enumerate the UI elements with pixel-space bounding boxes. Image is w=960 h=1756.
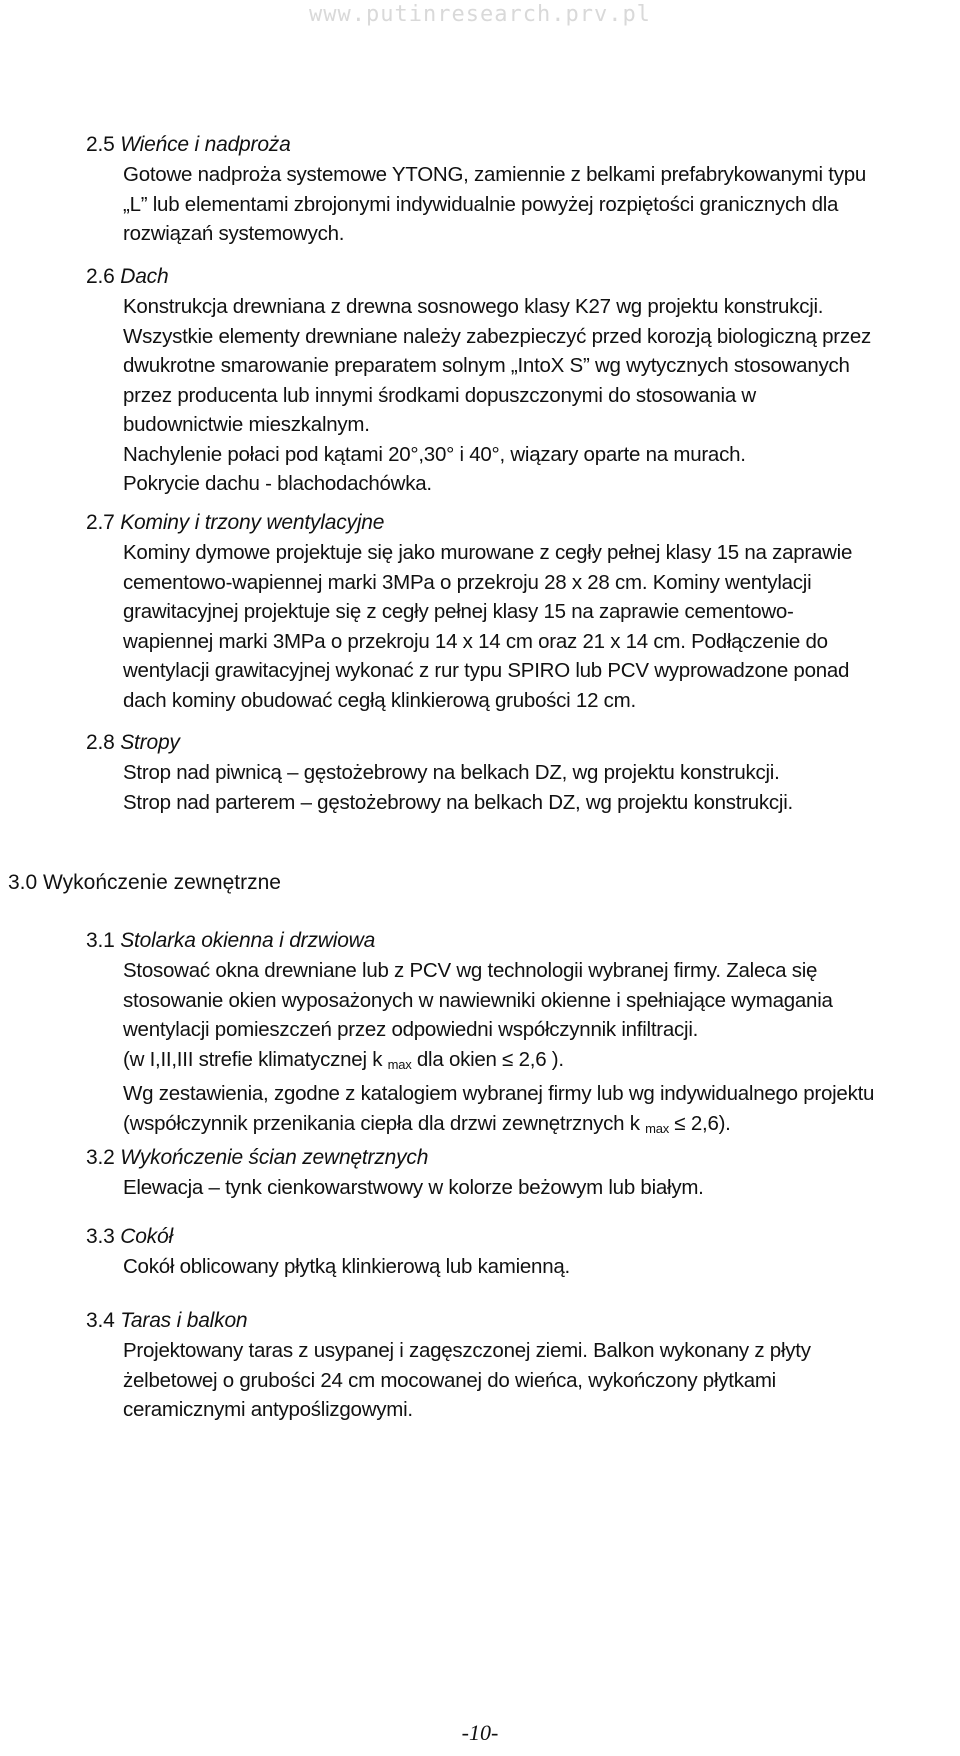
paragraph-line: ceramicznymi antypoślizgowymi. — [123, 1398, 413, 1421]
paragraph-line: Stosować okna drewniane lub z PCV wg technologii wybranej firmy. Zaleca się — [123, 959, 818, 982]
paragraph-line: Wszystkie elementy drewniane należy zabezpieczyć przed korozją biologiczną przez — [123, 324, 871, 348]
section-2-8 — [86, 728, 946, 817]
section-3-4 — [86, 1306, 946, 1425]
section-heading: 2.6 Dach — [86, 265, 169, 288]
paragraph-line: wapiennej marki 3MPa o przekroju 14 x 14 cm oraz 21 x 14 cm. Podłączenie do — [123, 629, 828, 653]
section-heading: 3.1 Stolarka okienna i drzwiowa — [86, 929, 376, 952]
section-2-5 — [86, 130, 946, 249]
page-number: -10- — [461, 1720, 499, 1745]
section-2-6 — [86, 262, 946, 499]
paragraph-line: Gotowe nadproża systemowe YTONG, zamiennie z belkami prefabrykowanymi typu — [123, 163, 866, 186]
paragraph-line: Pokrycie dachu - blachodachówka. — [123, 472, 432, 495]
chapter-3-0 — [8, 868, 868, 898]
paragraph-line: dach kominy obudować cegłą klinkierową grubości 12 cm. — [123, 688, 636, 712]
paragraph-line: stosowanie okien wyposażonych w nawiewniki okienne i spełniające wymagania — [123, 988, 833, 1012]
section-3-2 — [86, 1143, 946, 1203]
paragraph-line: (współczynnik przenikania ciepła dla drzwi zewnętrznych k $_{max}$ ≤ 2,6). — [123, 1111, 731, 1136]
section-heading: 3.4 Taras i balkon — [86, 1309, 248, 1332]
section-heading: 3.3 Cokół — [86, 1225, 173, 1248]
paragraph-line: Strop nad parterem – gęstożebrowy na belkach DZ, wg projektu konstrukcji. — [123, 790, 793, 814]
paragraph-line: Nachylenie połaci pod kątami 20°,30° i 40°, wiązary oparte na murach. — [123, 442, 746, 466]
paragraph-line: rozwiązań systemowych. — [123, 222, 345, 245]
section-2-7 — [86, 508, 946, 715]
paragraph-line: (w I,II,III strefie klimatycznej k $_{max}$ dla okien ≤ 2,6 ). — [123, 1047, 564, 1072]
paragraph-line: cementowo-wapiennej marki 3MPa o przekroju 28 x 28 cm. Kominy wentylacji — [123, 570, 812, 594]
paragraph-line: przez producenta lub innymi środkami dopuszczonymi do stosowania w — [123, 383, 756, 407]
paragraph-line: Projektowany taras z usypanej i zagęszczonej ziemi. Balkon wykonany z płyty — [123, 1339, 811, 1362]
section-3-3 — [86, 1222, 946, 1282]
section-heading: 2.8 Stropy — [86, 731, 180, 754]
paragraph-line: grawitacyjnej projektuje się z cegły pełnej klasy 15 na zaprawie cementowo- — [123, 600, 794, 623]
watermark: www.putinresearch.prv.pl — [309, 2, 651, 27]
paragraph-line: Elewacja – tynk cienkowarstwowy w kolorze beżowym lub białym. — [123, 1176, 704, 1199]
paragraph-line: Wg zestawienia, zgodne z katalogiem wybranej firmy lub wg indywidualnego projektu — [123, 1082, 875, 1105]
paragraph-line: Kominy dymowe projektuje się jako murowane z cegły pełnej klasy 15 na zaprawie — [123, 541, 853, 564]
section-heading: 3.2 Wykończenie ścian zewnętrznych — [86, 1146, 429, 1169]
section-heading: 2.5 Wieńce i nadproża — [86, 133, 291, 156]
paragraph-line: „L” lub elementami zbrojonymi indywidualnie powyżej rozpiętości granicznych dla — [123, 192, 839, 216]
paragraph-line: wentylacji grawitacyjnej wykonać z rur typu SPIRO lub PCV wyprowadzone ponad — [123, 659, 850, 682]
paragraph-line: budownictwie mieszkalnym. — [123, 413, 370, 436]
chapter-heading: 3.0 Wykończenie zewnętrzne — [8, 871, 281, 894]
paragraph-line: żelbetowej o grubości 24 cm mocowanej do wieńca, wykończony płytkami — [123, 1368, 776, 1392]
paragraph-line: Strop nad piwnicą – gęstożebrowy na belkach DZ, wg projektu konstrukcji. — [123, 761, 780, 784]
paragraph-line: Cokół oblicowany płytką klinkierową lub kamienną. — [123, 1255, 570, 1278]
section-heading: 2.7 Kominy i trzony wentylacyjne — [86, 511, 385, 534]
paragraph-line: wentylacji pomieszczeń przez odpowiedni współczynnik infiltracji. — [123, 1018, 699, 1041]
paragraph-line: Konstrukcja drewniana z drewna sosnowego klasy K27 wg projektu konstrukcji. — [123, 295, 824, 318]
paragraph-line: dwukrotne smarowanie preparatem solnym „IntoX S” wg wytycznych stosowanych — [123, 354, 850, 377]
section-3-1 — [86, 926, 946, 1143]
